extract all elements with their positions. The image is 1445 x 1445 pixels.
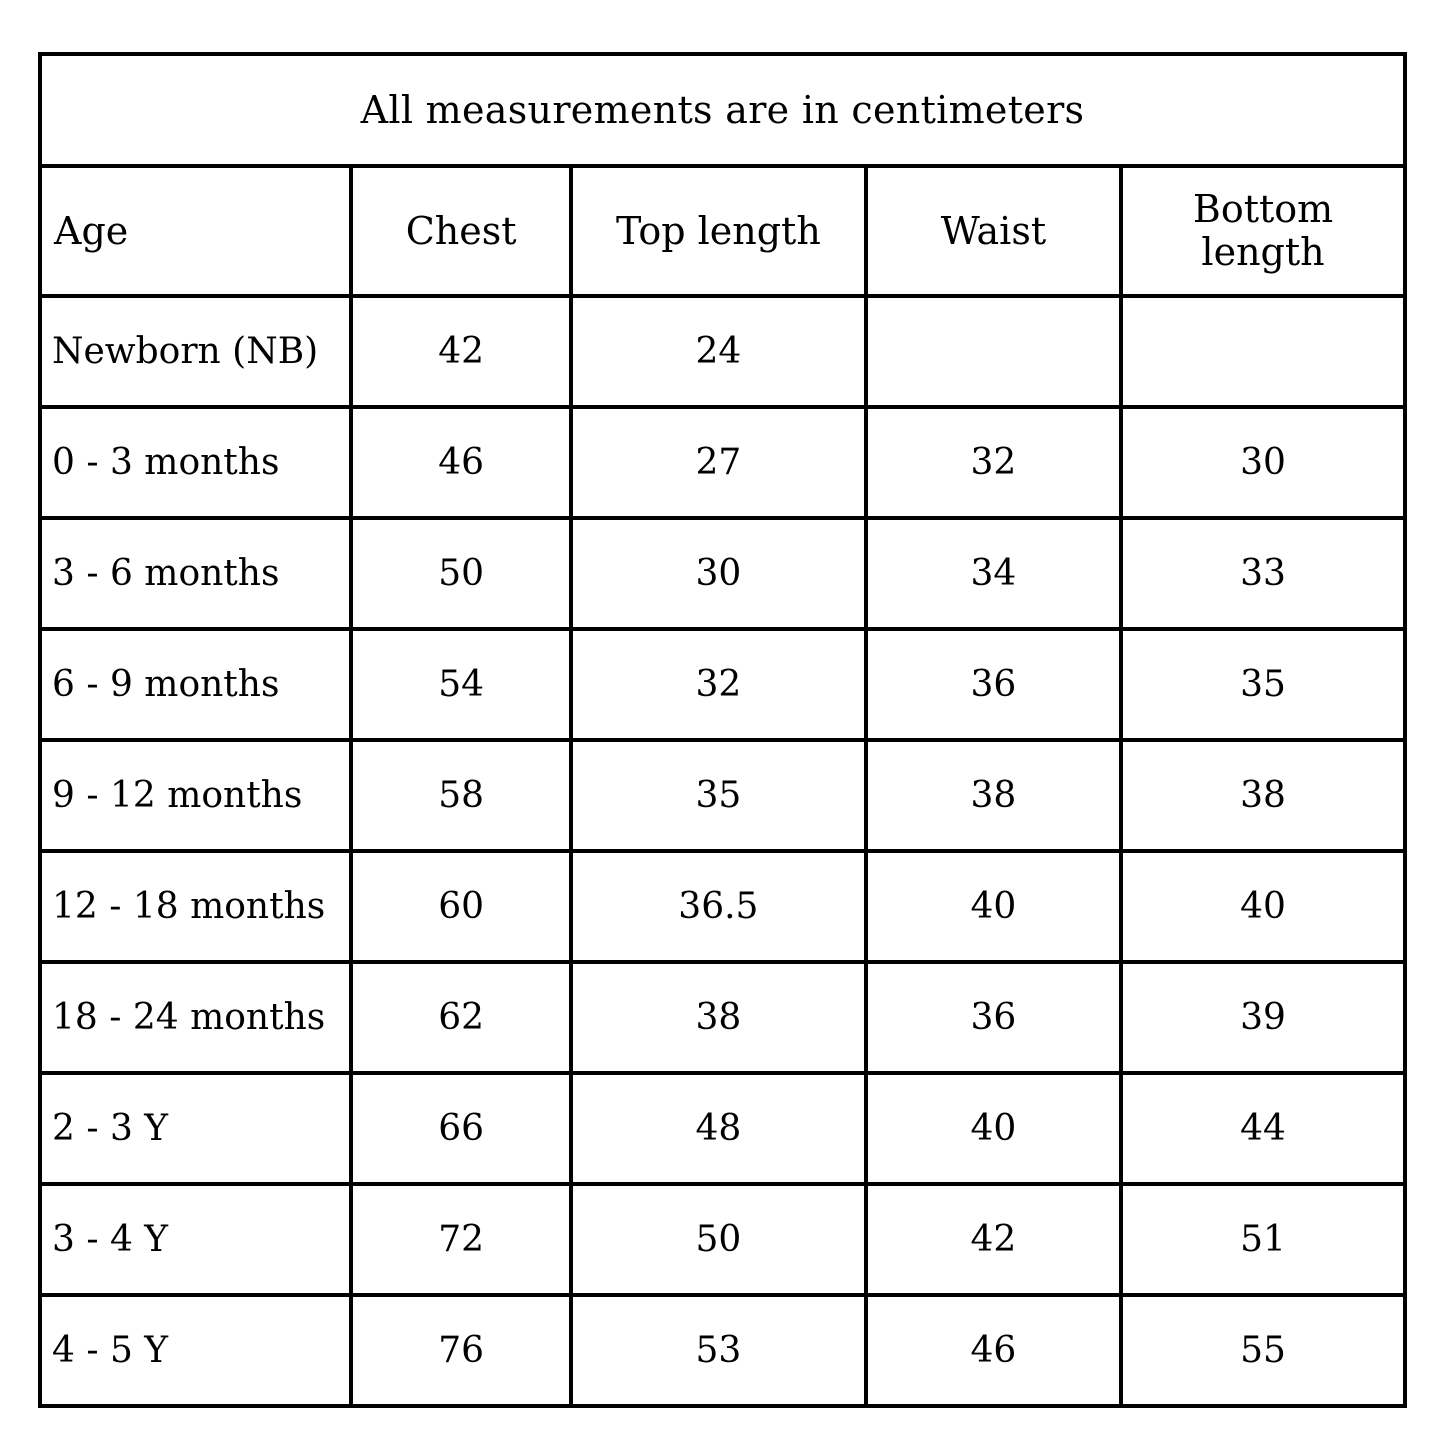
cell-top-length: 50 <box>571 1184 866 1295</box>
cell-bottom-length: 33 <box>1121 518 1405 629</box>
column-header-row <box>40 166 1405 296</box>
cell-top-length: 32 <box>571 629 866 740</box>
cell-waist: 46 <box>866 1295 1121 1406</box>
table-row <box>40 851 1405 962</box>
cell-waist: 40 <box>866 851 1121 962</box>
column-header-top-length: Top length <box>571 166 866 296</box>
cell-bottom-length: 55 <box>1121 1295 1405 1406</box>
cell-age: 3 - 6 months <box>40 518 351 629</box>
title-row <box>40 54 1405 166</box>
cell-chest: 54 <box>351 629 571 740</box>
cell-top-length: 30 <box>571 518 866 629</box>
cell-chest: 50 <box>351 518 571 629</box>
cell-chest: 46 <box>351 407 571 518</box>
cell-chest: 42 <box>351 296 571 407</box>
cell-chest: 76 <box>351 1295 571 1406</box>
cell-chest: 62 <box>351 962 571 1073</box>
cell-bottom-length: 38 <box>1121 740 1405 851</box>
cell-chest: 72 <box>351 1184 571 1295</box>
cell-bottom-length: 40 <box>1121 851 1405 962</box>
table-row <box>40 296 1405 407</box>
cell-age: Newborn (NB) <box>40 296 351 407</box>
table-row <box>40 740 1405 851</box>
cell-age: 9 - 12 months <box>40 740 351 851</box>
cell-bottom-length: 44 <box>1121 1073 1405 1184</box>
cell-age: 3 - 4 Y <box>40 1184 351 1295</box>
cell-waist: 42 <box>866 1184 1121 1295</box>
cell-bottom-length: 51 <box>1121 1184 1405 1295</box>
column-header-bottom-length: Bottom length <box>1121 166 1405 296</box>
cell-age: 12 - 18 months <box>40 851 351 962</box>
cell-top-length: 35 <box>571 740 866 851</box>
chart-title: All measurements are in centimeters <box>40 54 1405 166</box>
size-chart-table <box>38 52 1407 1408</box>
table-header <box>40 54 1405 296</box>
table-row <box>40 962 1405 1073</box>
cell-age: 18 - 24 months <box>40 962 351 1073</box>
table-row <box>40 1184 1405 1295</box>
cell-chest: 66 <box>351 1073 571 1184</box>
cell-chest: 60 <box>351 851 571 962</box>
table-row <box>40 407 1405 518</box>
cell-waist: 32 <box>866 407 1121 518</box>
cell-age: 4 - 5 Y <box>40 1295 351 1406</box>
cell-bottom-length: 30 <box>1121 407 1405 518</box>
cell-waist: 40 <box>866 1073 1121 1184</box>
column-header-age: Age <box>40 166 351 296</box>
cell-waist: 36 <box>866 629 1121 740</box>
cell-age: 2 - 3 Y <box>40 1073 351 1184</box>
column-header-chest: Chest <box>351 166 571 296</box>
table-row <box>40 518 1405 629</box>
cell-top-length: 38 <box>571 962 866 1073</box>
cell-waist: 36 <box>866 962 1121 1073</box>
cell-top-length: 24 <box>571 296 866 407</box>
cell-bottom-length: 35 <box>1121 629 1405 740</box>
table-row <box>40 629 1405 740</box>
cell-top-length: 53 <box>571 1295 866 1406</box>
cell-waist <box>866 296 1121 407</box>
table-row <box>40 1073 1405 1184</box>
column-header-waist: Waist <box>866 166 1121 296</box>
cell-bottom-length <box>1121 296 1405 407</box>
table-row <box>40 1295 1405 1406</box>
table-body <box>40 296 1405 1406</box>
cell-top-length: 27 <box>571 407 866 518</box>
cell-chest: 58 <box>351 740 571 851</box>
cell-age: 0 - 3 months <box>40 407 351 518</box>
cell-bottom-length: 39 <box>1121 962 1405 1073</box>
cell-top-length: 48 <box>571 1073 866 1184</box>
cell-waist: 38 <box>866 740 1121 851</box>
cell-top-length: 36.5 <box>571 851 866 962</box>
cell-waist: 34 <box>866 518 1121 629</box>
cell-age: 6 - 9 months <box>40 629 351 740</box>
